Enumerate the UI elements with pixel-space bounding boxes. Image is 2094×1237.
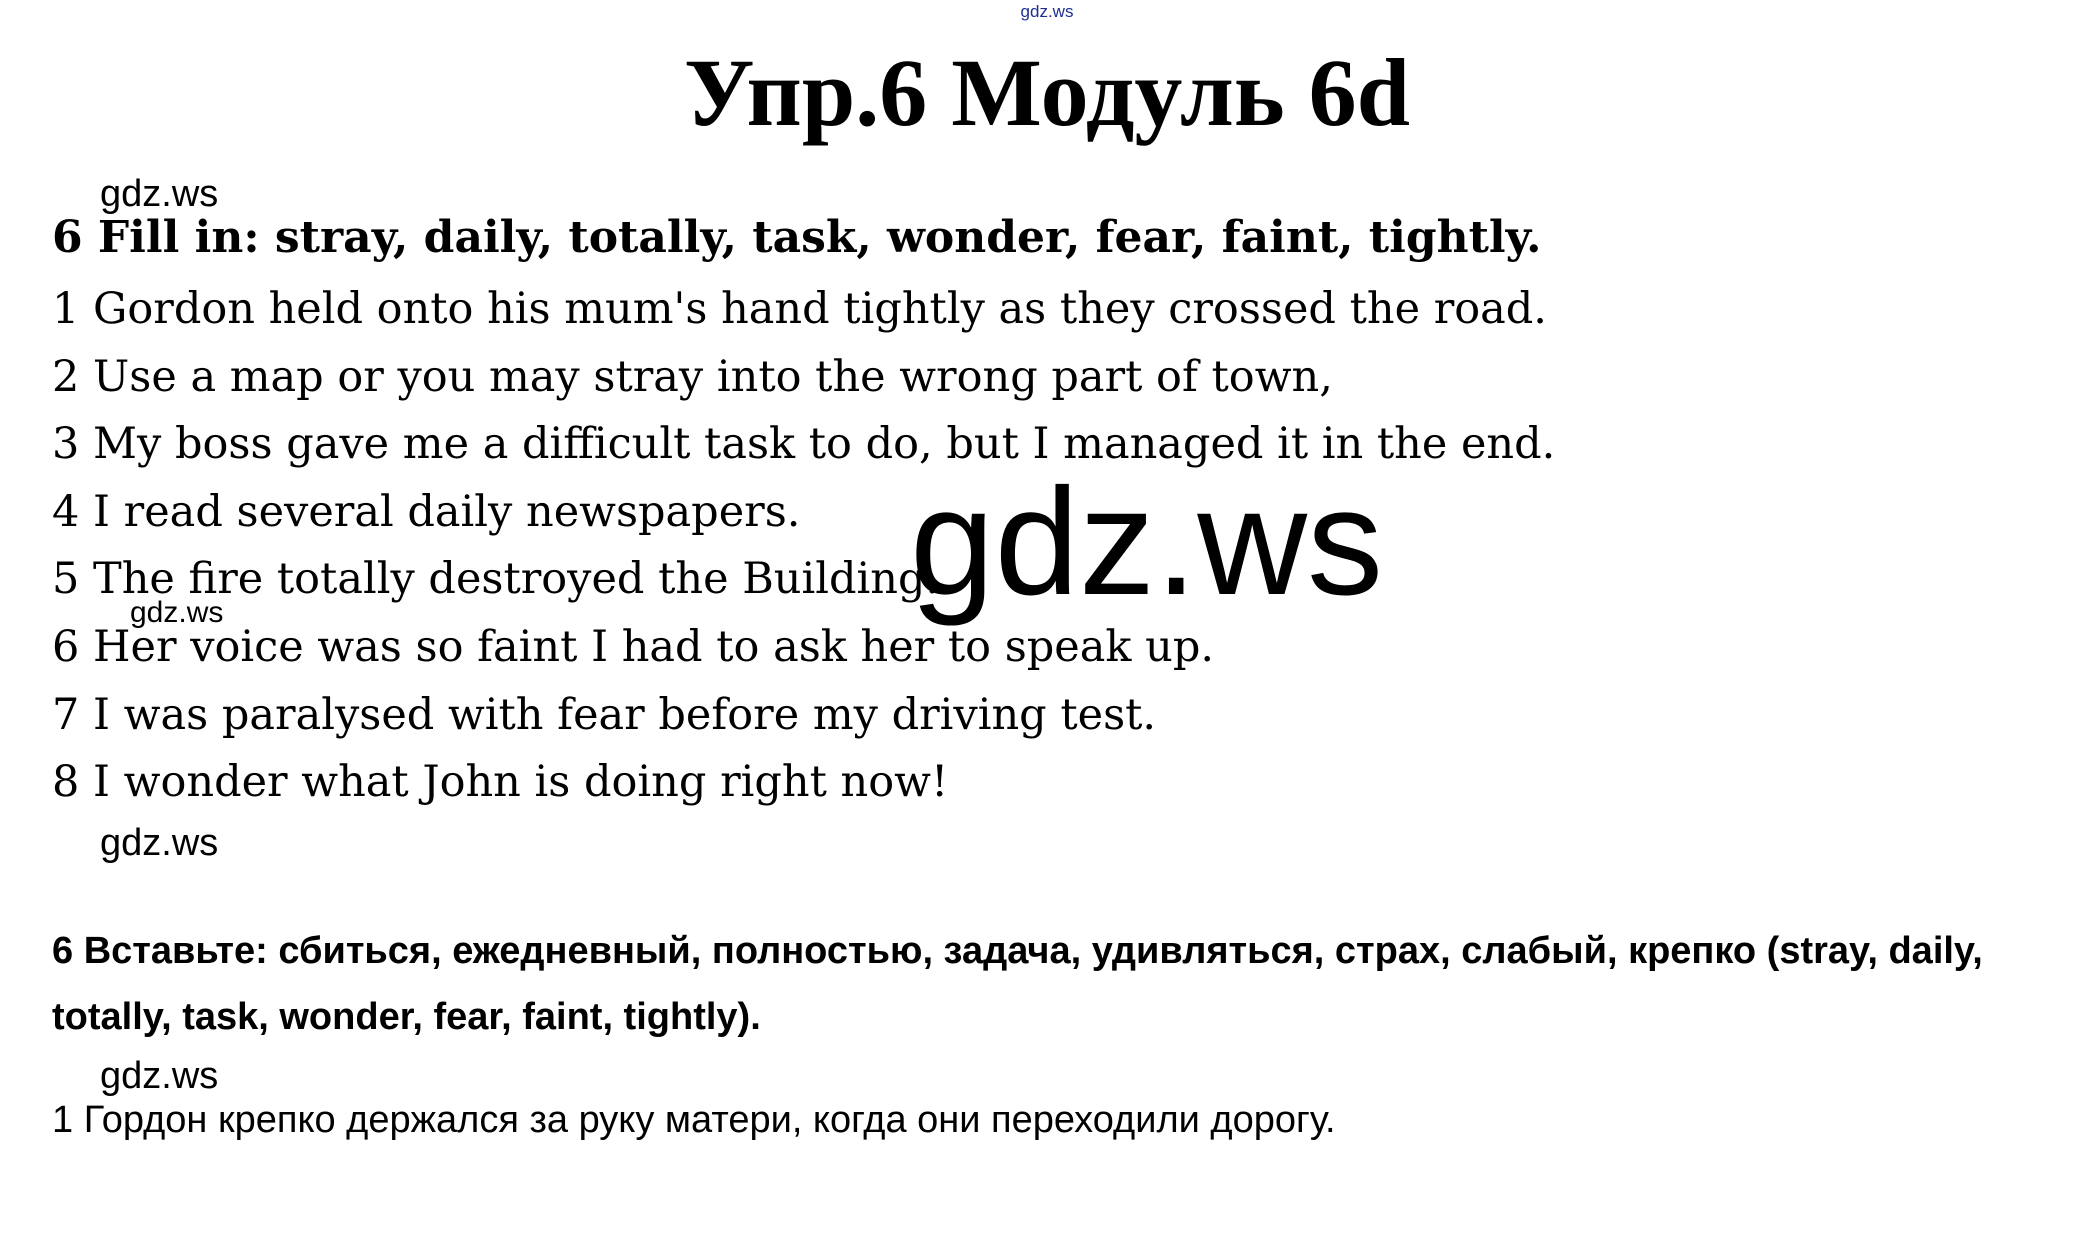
page-title: Упр.6 Модуль 6d (683, 39, 1411, 146)
exercise-sentence-7: 7 I was paralysed with fear before my driving test. (52, 689, 1157, 740)
exercise-heading: 6 Fill in: stray, daily, totally, task, wonder, fear, faint, tightly. (52, 212, 1542, 263)
exercise-sentence-3: 3 My boss gave me a difficult task to do, but I managed it in the end. (52, 419, 1556, 470)
top-watermark: gdz.ws (1020, 2, 1074, 21)
translation-sentence-1: 1 Гордон крепко держался за руку матери, когда они переходили дорогу. (52, 1099, 1336, 1141)
watermark-left-3: gdz.ws (100, 1055, 219, 1097)
translation-heading: 6 Вставьте: сбиться, ежедневный, полностью, задача, удивляться, страх, слабый, крепко (stray, daily, totally, task, wonder, fear, faint, tightly). (52, 930, 1983, 1038)
exercise-sentence-5: 5 The fire totally destroyed the Building. (52, 554, 940, 605)
exercise-sentence-6: 6 Her voice was so faint I had to ask her to speak up. (52, 621, 1215, 672)
watermark-left-1: gdz.ws (100, 173, 219, 215)
exercise-sentence-8: 8 I wonder what John is doing right now! (52, 757, 949, 808)
exercise-sentence-1: 1 Gordon held onto his mum's hand tightly as they crossed the road. (52, 284, 1547, 334)
watermark-large: gdz.ws (910, 457, 1384, 627)
exercise-sentence-2: 2 Use a map or you may stray into the wrong part of town, (52, 351, 1333, 402)
exercise-sentence-4: 4 I read several daily newspapers. (52, 486, 801, 537)
watermark-left-2: gdz.ws (100, 822, 219, 864)
watermark-left-small: gdz.ws (130, 596, 224, 629)
